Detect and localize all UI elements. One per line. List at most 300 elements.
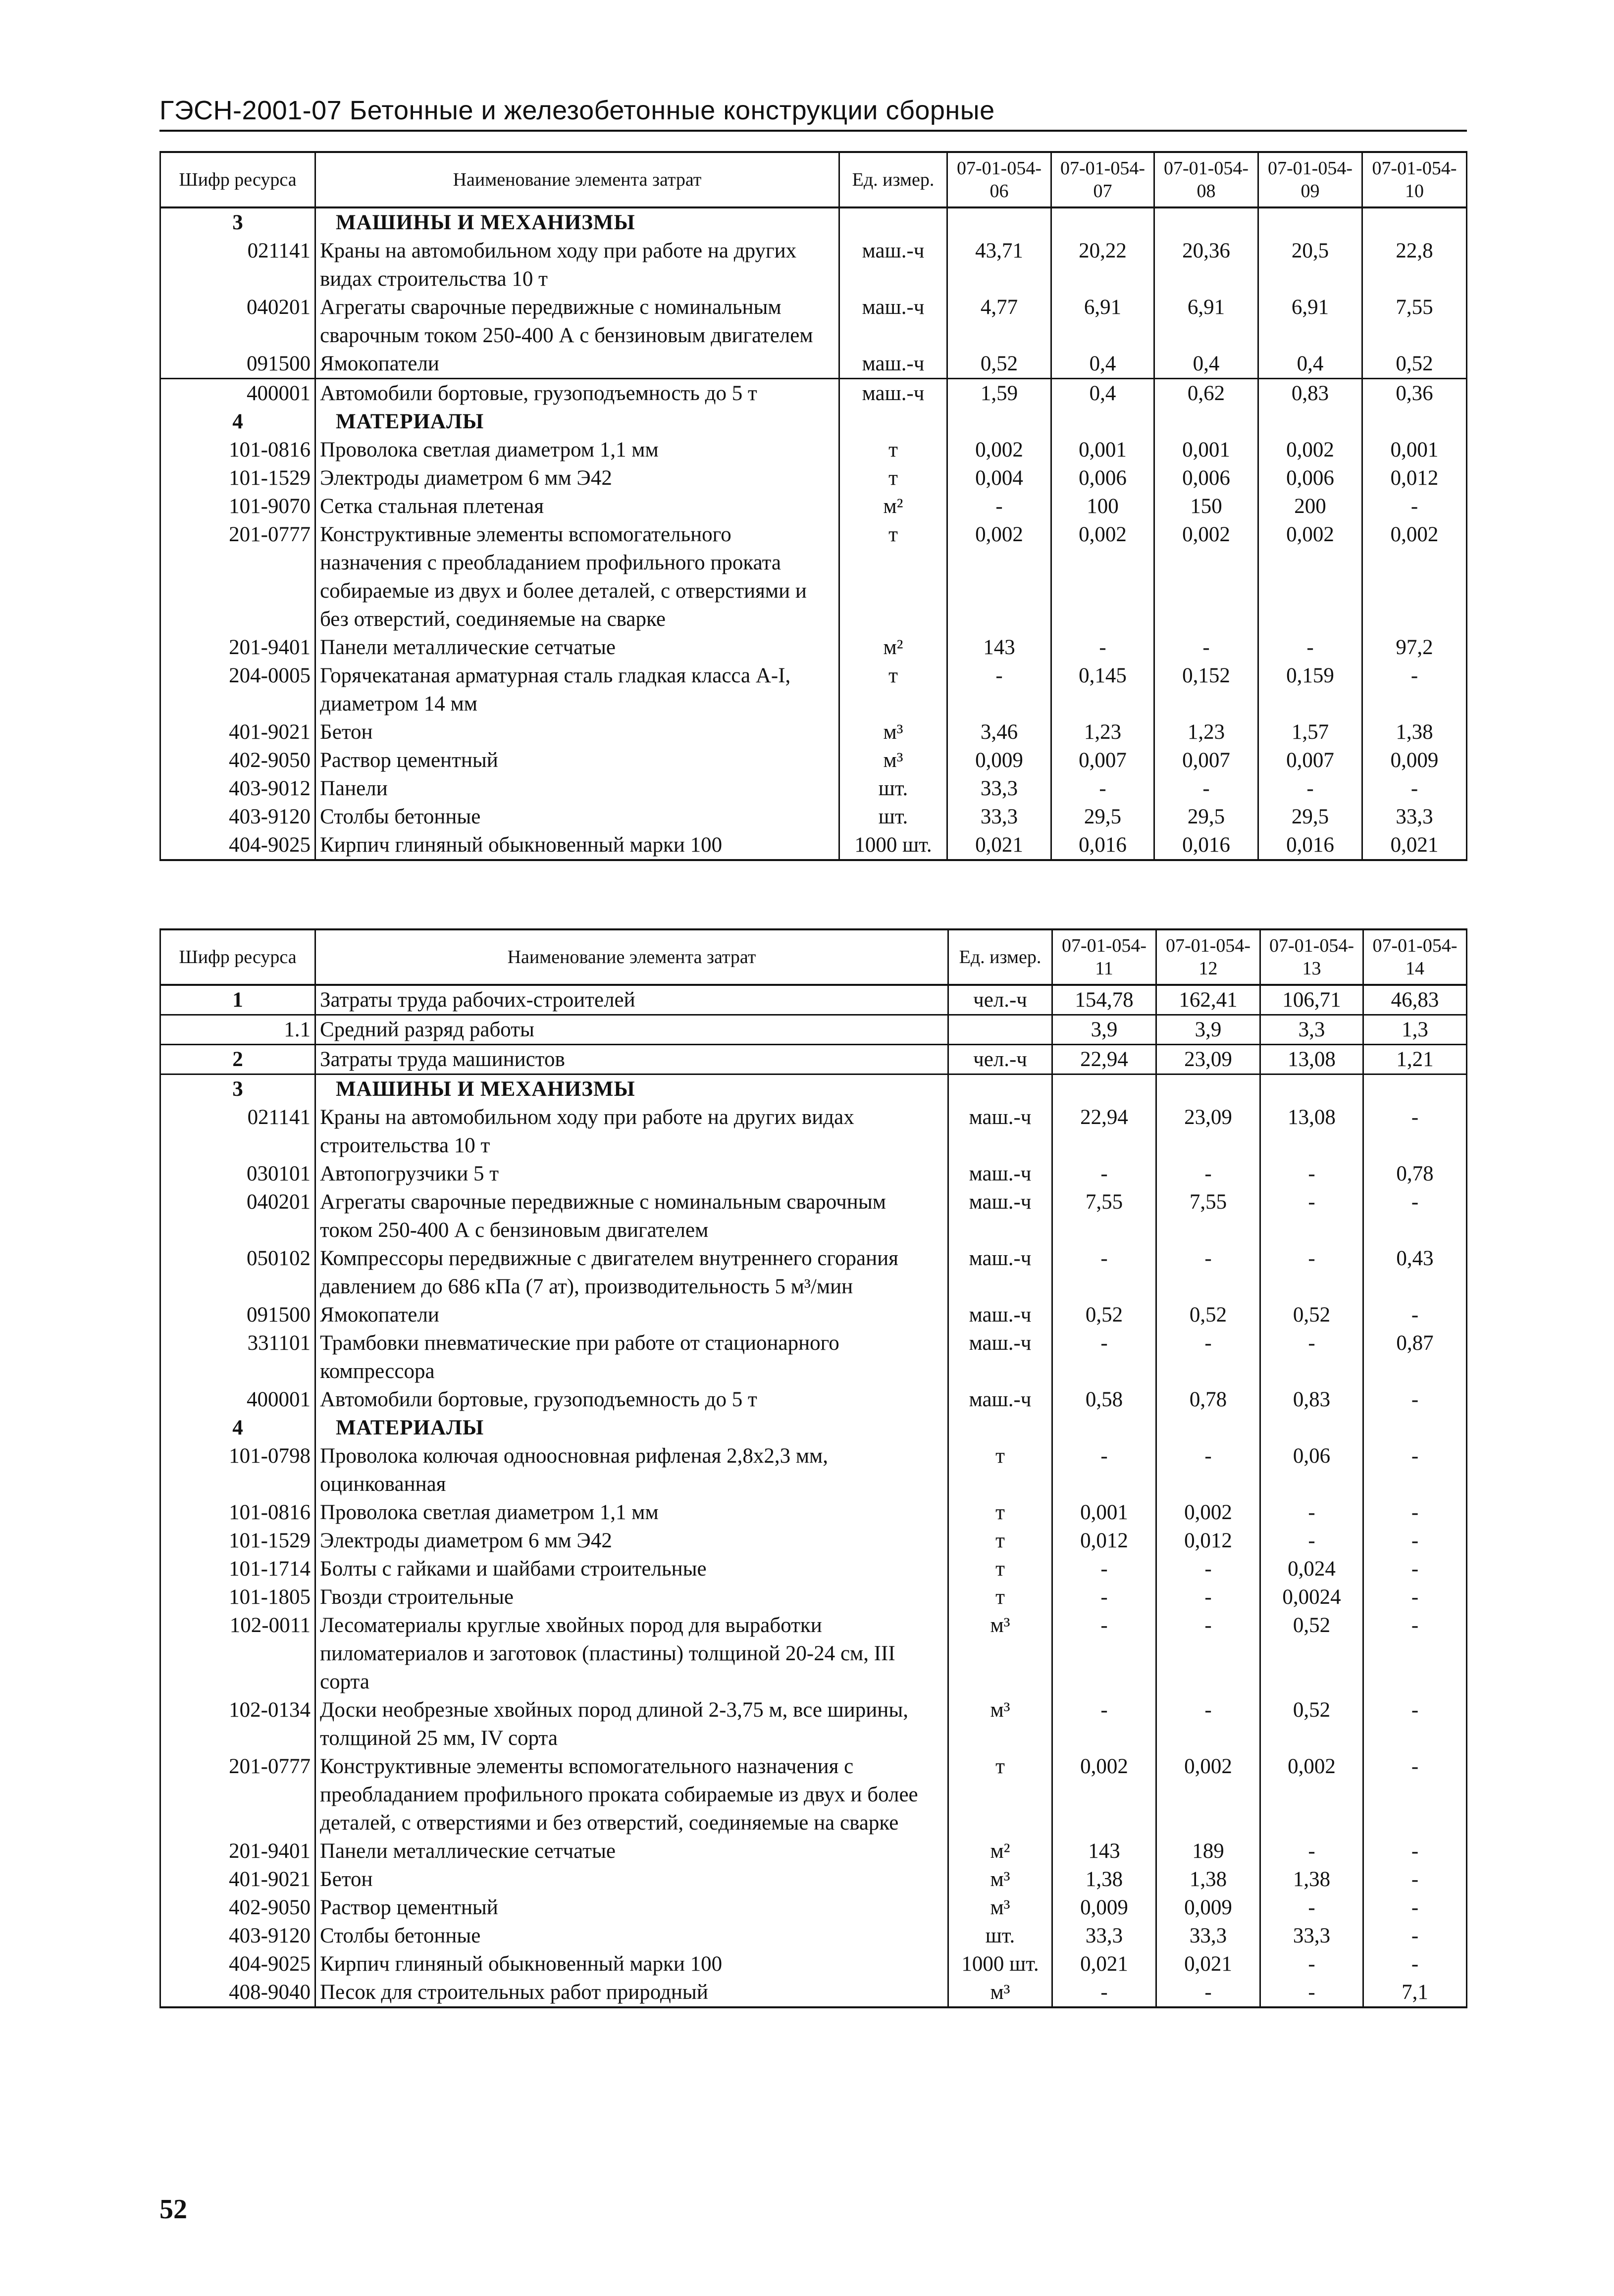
table-row — [160, 662, 1467, 718]
value-cell: - — [1363, 1837, 1467, 1865]
table-row — [160, 1244, 1467, 1301]
unit-cell: 1000 шт. — [948, 1950, 1052, 1978]
value-cell: 0,021 — [947, 831, 1051, 860]
unit-cell: т — [948, 1498, 1052, 1527]
value-cell: 7,55 — [1362, 293, 1467, 350]
value-cell: 0,52 — [947, 350, 1051, 379]
value-cell — [1051, 207, 1154, 237]
value-cell: - — [1052, 1583, 1156, 1611]
value-cell: 0,152 — [1154, 662, 1258, 718]
table-row — [160, 1015, 1467, 1045]
value-cell: 0,024 — [1260, 1555, 1363, 1583]
unit-cell: маш.-ч — [948, 1244, 1052, 1301]
value-cell: 0,021 — [1156, 1950, 1260, 1978]
table-row — [160, 436, 1467, 464]
resource-table-054-11-14 — [159, 928, 1467, 2008]
value-cell: 0,009 — [947, 746, 1051, 774]
resource-code-cell: 403-9012 — [160, 774, 315, 803]
value-cell: 0,001 — [1051, 436, 1154, 464]
resource-name-cell: Болты с гайками и шайбами строительные — [315, 1555, 948, 1583]
header-col: 07-01-054-13 — [1260, 929, 1363, 985]
table-row — [160, 831, 1467, 860]
table-row — [160, 718, 1467, 746]
value-cell: - — [947, 662, 1051, 718]
value-cell: 7,55 — [1052, 1188, 1156, 1244]
resource-name-cell: Доски необрезные хвойных пород длиной 2-3,75 м, все ширины, толщиной 25 мм, IV сорта — [315, 1696, 948, 1752]
value-cell: 0,002 — [1362, 520, 1467, 633]
table-row — [160, 520, 1467, 633]
value-cell: - — [1052, 1978, 1156, 2007]
value-cell: 20,22 — [1051, 237, 1154, 293]
value-cell: 0,52 — [1260, 1301, 1363, 1329]
table-row — [160, 774, 1467, 803]
resource-code-cell: 403-9120 — [160, 1922, 315, 1950]
value-cell: 0,016 — [1154, 831, 1258, 860]
unit-cell: маш.-ч — [839, 293, 947, 350]
value-cell: 0,06 — [1260, 1442, 1363, 1498]
unit-cell: т — [839, 436, 947, 464]
table-row — [160, 1301, 1467, 1329]
value-cell: - — [1363, 1696, 1467, 1752]
value-cell: 200 — [1258, 492, 1362, 520]
value-cell: 0,4 — [1258, 350, 1362, 379]
value-cell — [1363, 1074, 1467, 1104]
unit-cell — [948, 1414, 1052, 1442]
value-cell: 0,012 — [1362, 464, 1467, 492]
unit-cell: 1000 шт. — [839, 831, 947, 860]
table-row — [160, 350, 1467, 379]
value-cell: 150 — [1154, 492, 1258, 520]
resource-code-cell: 4 — [160, 408, 315, 436]
page-number: 52 — [159, 2194, 187, 2225]
resource-code-cell: 021141 — [160, 237, 315, 293]
resource-code-cell: 1 — [160, 985, 315, 1015]
value-cell: 29,5 — [1154, 803, 1258, 831]
value-cell: 0,52 — [1260, 1611, 1363, 1696]
section-row — [160, 207, 1467, 237]
header-col: 07-01-054-10 — [1362, 152, 1467, 207]
value-cell — [1052, 1414, 1156, 1442]
value-cell: - — [1052, 1160, 1156, 1188]
value-cell: 0,78 — [1156, 1385, 1260, 1414]
unit-cell: т — [948, 1752, 1052, 1837]
resource-code-cell: 400001 — [160, 1385, 315, 1414]
resource-name-cell: Автопогрузчики 5 т — [315, 1160, 948, 1188]
value-cell: 1,38 — [1052, 1865, 1156, 1893]
table-header-row — [160, 152, 1467, 207]
header-col: 07-01-054-12 — [1156, 929, 1260, 985]
resource-name-cell: Панели металлические сетчатые — [315, 1837, 948, 1865]
resource-code-cell: 091500 — [160, 1301, 315, 1329]
table-body — [160, 207, 1467, 860]
table-row — [160, 1696, 1467, 1752]
value-cell: 33,3 — [1362, 803, 1467, 831]
unit-cell: т — [839, 520, 947, 633]
value-cell: 0,001 — [1052, 1498, 1156, 1527]
value-cell: - — [1260, 1893, 1363, 1922]
value-cell: 43,71 — [947, 237, 1051, 293]
value-cell: 0,002 — [1258, 520, 1362, 633]
value-cell: 0,87 — [1363, 1329, 1467, 1385]
value-cell: 0,002 — [1258, 436, 1362, 464]
resource-name-cell: МАТЕРИАЛЫ — [315, 1414, 948, 1442]
unit-cell: м³ — [839, 718, 947, 746]
value-cell: 0,002 — [1051, 520, 1154, 633]
value-cell: 0,002 — [1260, 1752, 1363, 1837]
resource-name-cell: Кирпич глиняный обыкновенный марки 100 — [315, 831, 839, 860]
value-cell: 100 — [1051, 492, 1154, 520]
value-cell: 20,36 — [1154, 237, 1258, 293]
resource-name-cell: Средний разряд работы — [315, 1015, 948, 1045]
value-cell: 0,007 — [1154, 746, 1258, 774]
resource-name-cell: Сетка стальная плетеная — [315, 492, 839, 520]
value-cell: - — [1156, 1244, 1260, 1301]
value-cell: - — [1052, 1329, 1156, 1385]
unit-cell: т — [948, 1583, 1052, 1611]
value-cell: 0,159 — [1258, 662, 1362, 718]
value-cell: 0,007 — [1258, 746, 1362, 774]
value-cell: 4,77 — [947, 293, 1051, 350]
resource-code-cell: 030101 — [160, 1160, 315, 1188]
value-cell: 0,4 — [1154, 350, 1258, 379]
resource-name-cell: Проволока светлая диаметром 1,1 мм — [315, 1498, 948, 1527]
value-cell: 0,58 — [1052, 1385, 1156, 1414]
resource-code-cell: 102-0011 — [160, 1611, 315, 1696]
section-row — [160, 1074, 1467, 1104]
resource-name-cell: Конструктивные элементы вспомогательного назначения с преобладанием профильного проката собираемые из двух и более деталей, с отверстиями и без отверстий, соединяемые на сварке — [315, 520, 839, 633]
value-cell: - — [1154, 633, 1258, 662]
header-col: 07-01-054-09 — [1258, 152, 1362, 207]
resource-code-cell: 401-9021 — [160, 1865, 315, 1893]
unit-cell: м² — [948, 1837, 1052, 1865]
resource-name-cell: Проволока колючая одноосновная рифленая 2,8х2,3 мм, оцинкованная — [315, 1442, 948, 1498]
resource-code-cell: 101-0816 — [160, 1498, 315, 1527]
resource-name-cell: Раствор цементный — [315, 1893, 948, 1922]
value-cell: - — [1363, 1555, 1467, 1583]
value-cell: - — [1363, 1103, 1467, 1160]
value-cell: 1,38 — [1260, 1865, 1363, 1893]
value-cell: - — [1363, 1188, 1467, 1244]
value-cell: - — [1260, 1244, 1363, 1301]
value-cell: 0,52 — [1156, 1301, 1260, 1329]
resource-name-cell: Компрессоры передвижные с двигателем внутреннего сгорания давлением до 686 кПа (7 ат), производительность 5 м³/мин — [315, 1244, 948, 1301]
unit-cell: маш.-ч — [839, 379, 947, 408]
resource-name-cell: Гвозди строительные — [315, 1583, 948, 1611]
resource-code-cell: 3 — [160, 1074, 315, 1104]
table-row — [160, 1922, 1467, 1950]
value-cell: 0,002 — [1154, 520, 1258, 633]
page-header-title: ГЭСН-2001-07 Бетонные и железобетонные конструкции сборные — [159, 96, 995, 125]
value-cell: 0,62 — [1154, 379, 1258, 408]
value-cell: 1,21 — [1363, 1045, 1467, 1074]
resource-code-cell: 4 — [160, 1414, 315, 1442]
unit-cell: т — [839, 464, 947, 492]
value-cell: 0,4 — [1051, 379, 1154, 408]
table-row — [160, 1893, 1467, 1922]
value-cell: 6,91 — [1258, 293, 1362, 350]
value-cell: - — [1052, 1442, 1156, 1498]
resource-code-cell: 404-9025 — [160, 831, 315, 860]
unit-cell — [839, 408, 947, 436]
value-cell: 0,012 — [1052, 1527, 1156, 1555]
value-cell: - — [1258, 774, 1362, 803]
value-cell: - — [1052, 1611, 1156, 1696]
unit-cell: маш.-ч — [948, 1103, 1052, 1160]
value-cell: 1,38 — [1156, 1865, 1260, 1893]
table-row — [160, 1329, 1467, 1385]
value-cell: 0,016 — [1051, 831, 1154, 860]
value-cell: 6,91 — [1051, 293, 1154, 350]
unit-cell: шт. — [839, 803, 947, 831]
resource-name-cell: Ямокопатели — [315, 350, 839, 379]
resource-name-cell: Песок для строительных работ природный — [315, 1978, 948, 2007]
resource-name-cell: Панели — [315, 774, 839, 803]
table-row — [160, 1978, 1467, 2007]
value-cell: 33,3 — [1260, 1922, 1363, 1950]
resource-code-cell: 404-9025 — [160, 1950, 315, 1978]
table-row — [160, 1865, 1467, 1893]
value-cell: 22,94 — [1052, 1103, 1156, 1160]
unit-cell: шт. — [839, 774, 947, 803]
value-cell — [1362, 408, 1467, 436]
resource-name-cell: Горячекатаная арматурная сталь гладкая класса А-I, диаметром 14 мм — [315, 662, 839, 718]
table-row — [160, 1498, 1467, 1527]
value-cell: - — [1260, 1950, 1363, 1978]
value-cell: 0,006 — [1154, 464, 1258, 492]
value-cell: 33,3 — [1052, 1922, 1156, 1950]
value-cell: 1,38 — [1362, 718, 1467, 746]
resource-name-cell: Конструктивные элементы вспомогательного назначения с преобладанием профильного проката собираемые из двух и более деталей, с отверстиями и без отверстий, соединяемые на сварке — [315, 1752, 948, 1837]
resource-name-cell: Бетон — [315, 718, 839, 746]
value-cell: 3,3 — [1260, 1015, 1363, 1045]
value-cell: 0,4 — [1051, 350, 1154, 379]
value-cell: - — [1363, 1611, 1467, 1696]
value-cell: 33,3 — [947, 774, 1051, 803]
unit-cell: маш.-ч — [948, 1385, 1052, 1414]
value-cell: 33,3 — [1156, 1922, 1260, 1950]
header-unit: Ед. измер. — [948, 929, 1052, 985]
value-cell: - — [1260, 1527, 1363, 1555]
value-cell: - — [1156, 1611, 1260, 1696]
value-cell: 0,52 — [1052, 1301, 1156, 1329]
value-cell — [1258, 408, 1362, 436]
value-cell: - — [1363, 1583, 1467, 1611]
resource-code-cell: 101-1805 — [160, 1583, 315, 1611]
value-cell: - — [1260, 1160, 1363, 1188]
table-header-row — [160, 929, 1467, 985]
value-cell: 7,55 — [1156, 1188, 1260, 1244]
value-cell: - — [1260, 1329, 1363, 1385]
header-code: Шифр ресурса — [160, 152, 315, 207]
resource-code-cell: 101-1529 — [160, 1527, 315, 1555]
value-cell — [1362, 207, 1467, 237]
value-cell: 189 — [1156, 1837, 1260, 1865]
resource-name-cell: Лесоматериалы круглые хвойных пород для выработки пиломатериалов и заготовок (пластины) толщиной 20-24 см, III сорта — [315, 1611, 948, 1696]
value-cell: 0,007 — [1051, 746, 1154, 774]
resource-name-cell: Краны на автомобильном ходу при работе на других видах строительства 10 т — [315, 237, 839, 293]
header-unit: Ед. измер. — [839, 152, 947, 207]
value-cell: 1,59 — [947, 379, 1051, 408]
resource-code-cell: 101-9070 — [160, 492, 315, 520]
header-rule — [159, 130, 1467, 132]
resource-name-cell: МАТЕРИАЛЫ — [315, 408, 839, 436]
value-cell: - — [1363, 1527, 1467, 1555]
value-cell — [1260, 1414, 1363, 1442]
unit-cell: м² — [839, 633, 947, 662]
resource-name-cell: Ямокопатели — [315, 1301, 948, 1329]
resource-code-cell: 201-0777 — [160, 520, 315, 633]
table-row — [160, 464, 1467, 492]
value-cell: 0,001 — [1362, 436, 1467, 464]
resource-name-cell: Раствор цементный — [315, 746, 839, 774]
resource-code-cell: 408-9040 — [160, 1978, 315, 2007]
header-col: 07-01-054-06 — [947, 152, 1051, 207]
value-cell — [1154, 207, 1258, 237]
value-cell: - — [1363, 1865, 1467, 1893]
value-cell: 23,09 — [1156, 1045, 1260, 1074]
unit-cell — [948, 1015, 1052, 1045]
value-cell: 143 — [947, 633, 1051, 662]
unit-cell — [948, 1074, 1052, 1104]
value-cell: 1,3 — [1363, 1015, 1467, 1045]
resource-code-cell: 050102 — [160, 1244, 315, 1301]
resource-name-cell: Трамбовки пневматические при работе от стационарного компрессора — [315, 1329, 948, 1385]
unit-cell: шт. — [948, 1922, 1052, 1950]
resource-code-cell: 101-1529 — [160, 464, 315, 492]
value-cell: - — [1260, 1978, 1363, 2007]
value-cell: - — [1363, 1385, 1467, 1414]
value-cell: 3,9 — [1156, 1015, 1260, 1045]
unit-cell — [839, 207, 947, 237]
table-row — [160, 1045, 1467, 1074]
value-cell — [947, 207, 1051, 237]
resource-code-cell: 021141 — [160, 1103, 315, 1160]
resource-name-cell: Автомобили бортовые, грузоподъемность до 5 т — [315, 1385, 948, 1414]
value-cell: 22,8 — [1362, 237, 1467, 293]
value-cell: - — [1363, 1922, 1467, 1950]
unit-cell: м³ — [948, 1978, 1052, 2007]
resource-name-cell: Агрегаты сварочные передвижные с номинальным сварочным током 250-400 А с бензиновым двигателем — [315, 293, 839, 350]
table-row — [160, 1583, 1467, 1611]
unit-cell: т — [948, 1442, 1052, 1498]
table-row — [160, 1442, 1467, 1498]
table-row — [160, 985, 1467, 1015]
value-cell — [1052, 1074, 1156, 1104]
table-row — [160, 1611, 1467, 1696]
value-cell — [1363, 1414, 1467, 1442]
unit-cell: т — [839, 662, 947, 718]
table-row — [160, 633, 1467, 662]
value-cell — [1260, 1074, 1363, 1104]
table-row — [160, 1188, 1467, 1244]
table-row — [160, 1103, 1467, 1160]
value-cell: 13,08 — [1260, 1045, 1363, 1074]
resource-code-cell: 101-0816 — [160, 436, 315, 464]
value-cell: - — [1052, 1555, 1156, 1583]
value-cell: 0,006 — [1258, 464, 1362, 492]
value-cell: 0,36 — [1362, 379, 1467, 408]
resource-code-cell: 040201 — [160, 1188, 315, 1244]
value-cell — [1154, 408, 1258, 436]
unit-cell: м² — [839, 492, 947, 520]
value-cell: 20,5 — [1258, 237, 1362, 293]
header-name: Наименование элемента затрат — [315, 929, 948, 985]
resource-code-cell: 101-1714 — [160, 1555, 315, 1583]
resource-name-cell: Агрегаты сварочные передвижные с номинальным сварочным током 250-400 А с бензиновым двигателем — [315, 1188, 948, 1244]
value-cell: - — [1156, 1329, 1260, 1385]
value-cell: 22,94 — [1052, 1045, 1156, 1074]
resource-name-cell: Бетон — [315, 1865, 948, 1893]
value-cell: - — [1156, 1696, 1260, 1752]
resource-name-cell: Панели металлические сетчатые — [315, 633, 839, 662]
value-cell: 13,08 — [1260, 1103, 1363, 1160]
value-cell: 143 — [1052, 1837, 1156, 1865]
table-row — [160, 803, 1467, 831]
table-row — [160, 379, 1467, 408]
value-cell: - — [1363, 1498, 1467, 1527]
resource-code-cell: 201-9401 — [160, 633, 315, 662]
resource-code-cell: 1.1 — [160, 1015, 315, 1045]
value-cell: - — [1260, 1498, 1363, 1527]
value-cell: 0,43 — [1363, 1244, 1467, 1301]
value-cell: 0,012 — [1156, 1527, 1260, 1555]
value-cell: 0,016 — [1258, 831, 1362, 860]
value-cell: 33,3 — [947, 803, 1051, 831]
unit-cell: т — [948, 1555, 1052, 1583]
value-cell: 0,002 — [947, 436, 1051, 464]
value-cell: 0,009 — [1362, 746, 1467, 774]
value-cell: 3,46 — [947, 718, 1051, 746]
value-cell: 23,09 — [1156, 1103, 1260, 1160]
table-row — [160, 293, 1467, 350]
value-cell: 162,41 — [1156, 985, 1260, 1015]
unit-cell: маш.-ч — [948, 1329, 1052, 1385]
unit-cell: м³ — [948, 1893, 1052, 1922]
resource-name-cell: Электроды диаметром 6 мм Э42 — [315, 1527, 948, 1555]
table-row — [160, 1752, 1467, 1837]
value-cell: - — [1156, 1555, 1260, 1583]
value-cell — [1051, 408, 1154, 436]
resource-name-cell: Затраты труда рабочих-строителей — [315, 985, 948, 1015]
unit-cell: маш.-ч — [948, 1188, 1052, 1244]
header-col: 07-01-054-11 — [1052, 929, 1156, 985]
value-cell: 29,5 — [1258, 803, 1362, 831]
table-row — [160, 746, 1467, 774]
resource-code-cell: 204-0005 — [160, 662, 315, 718]
value-cell: - — [1260, 1837, 1363, 1865]
table-row — [160, 1385, 1467, 1414]
section-row — [160, 1414, 1467, 1442]
value-cell: - — [1363, 1950, 1467, 1978]
resource-code-cell: 201-9401 — [160, 1837, 315, 1865]
value-cell: - — [1052, 1696, 1156, 1752]
resource-code-cell: 3 — [160, 207, 315, 237]
unit-cell: м³ — [948, 1865, 1052, 1893]
resource-code-cell: 400001 — [160, 379, 315, 408]
value-cell: 0,52 — [1362, 350, 1467, 379]
value-cell: 1,57 — [1258, 718, 1362, 746]
value-cell: - — [1051, 633, 1154, 662]
resource-name-cell: Столбы бетонные — [315, 803, 839, 831]
table-row — [160, 492, 1467, 520]
value-cell: 46,83 — [1363, 985, 1467, 1015]
table-row — [160, 237, 1467, 293]
value-cell: - — [1156, 1160, 1260, 1188]
value-cell: 6,91 — [1154, 293, 1258, 350]
value-cell: 1,23 — [1051, 718, 1154, 746]
unit-cell: м³ — [839, 746, 947, 774]
value-cell: 29,5 — [1051, 803, 1154, 831]
